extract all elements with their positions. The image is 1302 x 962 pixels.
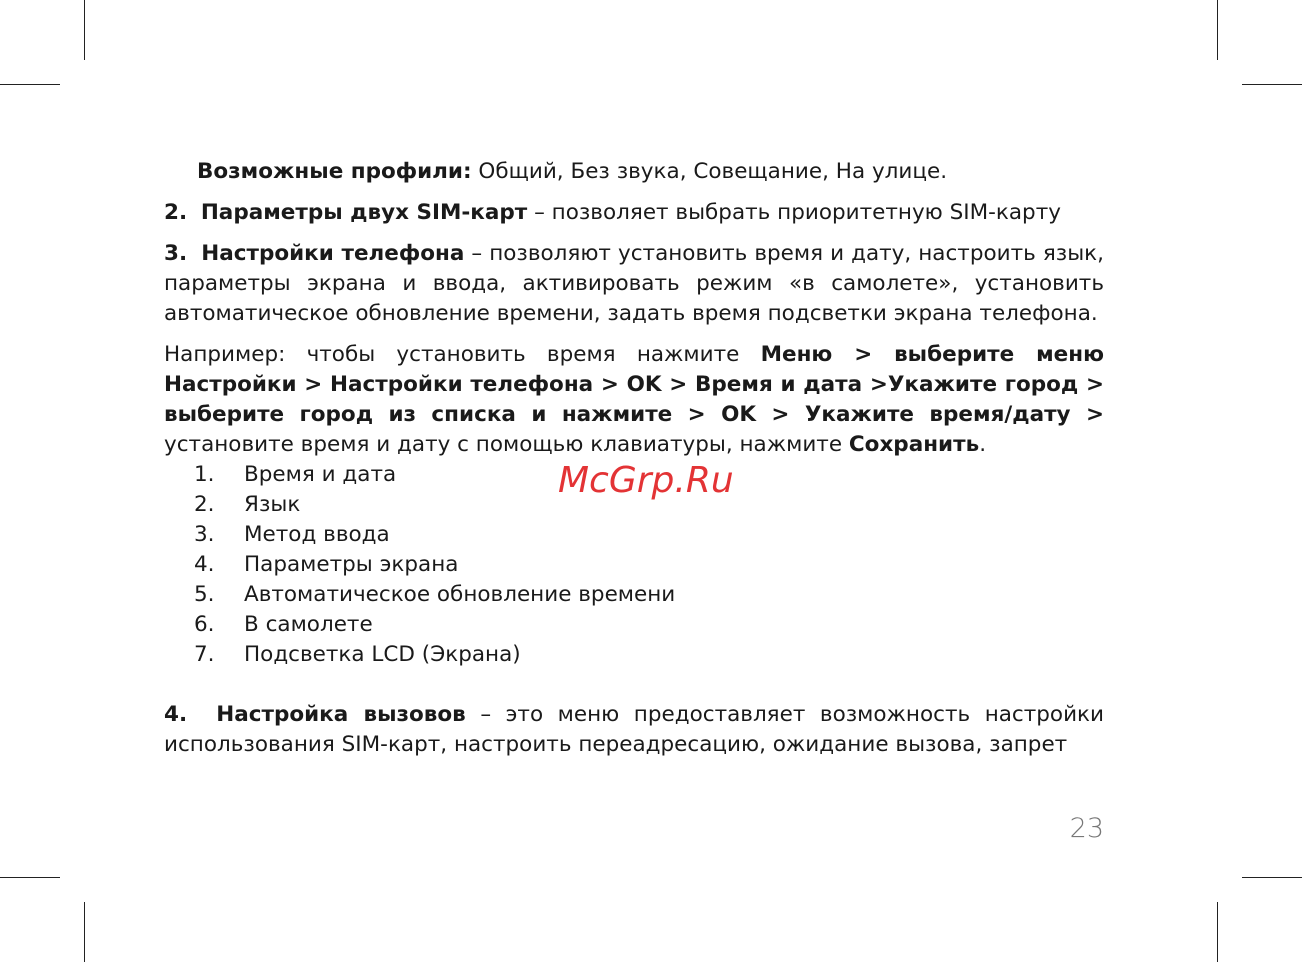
example-paragraph xyxy=(164,340,1104,460)
example-menu-path: Меню > выберите меню Настройки > Настройки телефона > OK > Время и дата >Укажите город > выберите город из списка и нажмите > OK > Укажите время/дату > xyxy=(164,342,1104,427)
list-item xyxy=(164,550,1104,580)
list-item-number: 2. xyxy=(194,492,215,517)
list-item-number: 5. xyxy=(194,582,215,607)
watermark: McGrp.Ru xyxy=(558,460,734,501)
item-2-paragraph xyxy=(164,198,1104,228)
crop-mark xyxy=(1217,0,1218,60)
crop-mark xyxy=(1217,902,1218,962)
crop-mark xyxy=(1242,84,1302,85)
item-4-number: 4. xyxy=(164,702,188,727)
profiles-paragraph xyxy=(164,157,1104,187)
list-item-label: Подсветка LCD (Экрана) xyxy=(244,642,521,667)
list-item-label: Метод ввода xyxy=(244,522,390,547)
crop-mark xyxy=(0,84,60,85)
crop-mark xyxy=(84,902,85,962)
item-2-number: 2. xyxy=(164,200,188,225)
crop-mark xyxy=(1242,877,1302,878)
list-item xyxy=(164,520,1104,550)
item-3-title: Настройки телефона xyxy=(201,241,465,266)
list-item-number: 6. xyxy=(194,612,215,637)
list-item-number: 7. xyxy=(194,642,215,667)
list-item-label: В самолете xyxy=(244,612,373,637)
item-3-text: – позволяют установить время и дату, настроить язык, параметры экрана и ввода, активировать режим «в самолете», установить автоматическое обновление времени, задать время подсветки экрана телефона. xyxy=(164,241,1104,326)
list-item xyxy=(164,580,1104,610)
list-item-number: 3. xyxy=(194,522,215,547)
list-item xyxy=(164,640,1104,670)
profiles-text: Общий, Без звука, Совещание, На улице. xyxy=(471,159,948,184)
list-item-label: Язык xyxy=(244,492,301,517)
profiles-label: Возможные профили: xyxy=(197,159,472,184)
item-2-text: – позволяет выбрать приоритетную SIM-карту xyxy=(527,200,1061,225)
example-middle: установите время и дату с помощью клавиатуры, нажмите xyxy=(164,432,849,457)
item-4-title: Настройка вызовов xyxy=(216,702,466,727)
crop-mark xyxy=(84,0,85,60)
list-item-number: 1. xyxy=(194,462,215,487)
list-item-label: Параметры экрана xyxy=(244,552,459,577)
item-4-paragraph xyxy=(164,700,1104,760)
list-item-label: Время и дата xyxy=(244,462,397,487)
list-item-label: Автоматическое обновление времени xyxy=(244,582,676,607)
page-number: 23 xyxy=(1069,813,1104,844)
list-item-number: 4. xyxy=(194,552,215,577)
example-save-action: Сохранить xyxy=(848,432,980,457)
item-2-title: Параметры двух SIM-карт xyxy=(200,200,528,225)
document-body xyxy=(164,157,1104,760)
item-3-paragraph xyxy=(164,239,1104,329)
item-4-text: – это меню предоставляет возможность настройки использования SIM-карт, настроить переадресацию, ожидание вызова, запрет xyxy=(164,702,1105,757)
list-item xyxy=(164,610,1104,640)
example-prefix: Например: чтобы установить время нажмите xyxy=(164,342,761,367)
crop-mark xyxy=(0,877,60,878)
example-end: . xyxy=(979,432,987,457)
item-3-number: 3. xyxy=(164,241,188,266)
